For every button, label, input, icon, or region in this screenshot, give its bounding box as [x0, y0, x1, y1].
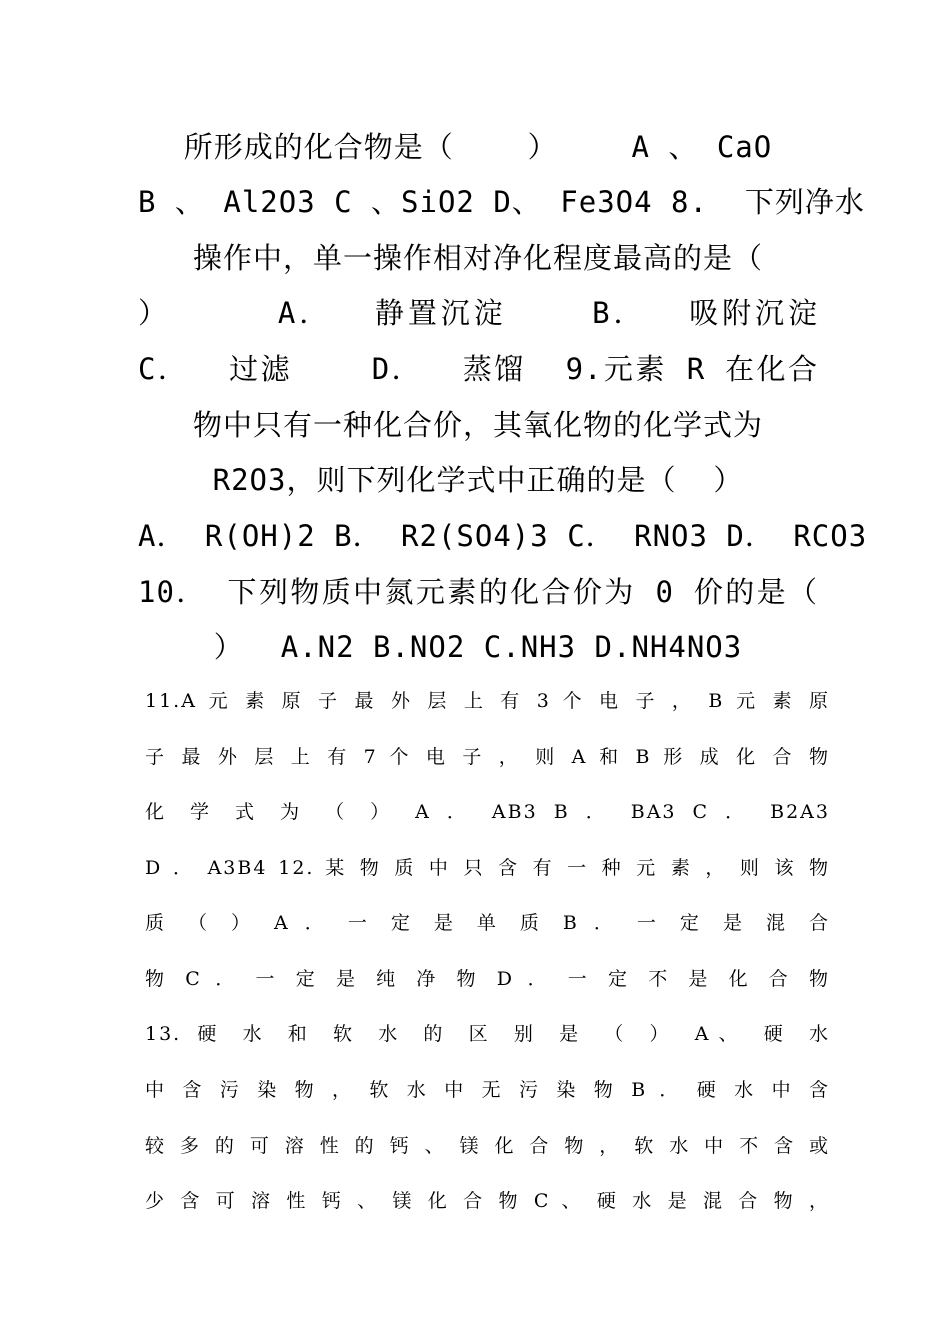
text-line-1: 所形成的化合物是（ ） A 、 CaO	[183, 130, 773, 164]
text-line-8: A． R(OH)2 B． R2(SO4)3 C． RNO3 D． RCO3	[138, 519, 868, 553]
text-line-19: 较 多 的 可 溶 性 的 钙 、 镁 化 合 物 ， 软 水 中 不 含 或	[145, 1135, 830, 1157]
text-line-3: 操作中，单一操作相对净化程度最高的是（	[192, 241, 763, 275]
text-line-6: 物中只有一种化合价，其氧化物的化学式为	[192, 408, 763, 442]
text-line-4: ） A． 静置沉淀 B． 吸附沉淀	[138, 296, 818, 330]
text-line-15: 质 （ ） A ． 一 定 是 单 质 B ． 一 定 是 混 合	[145, 912, 830, 934]
text-line-11: 11.A 元 素 原 子 最 外 层 上 有 3 个 电 子 ， B 元 素 原	[145, 690, 830, 712]
text-line-13: 化 学 式 为 （ ） A ． AB3 B ． BA3 C ． B2A3	[145, 801, 830, 823]
text-line-5: C． 过滤 D． 蒸馏 9.元素 R 在化合	[138, 352, 818, 386]
text-line-20: 少 含 可 溶 性 钙 、 镁 化 合 物 C 、 硬 水 是 混 合 物 ，	[145, 1190, 830, 1212]
text-line-17: 13. 硬 水 和 软 水 的 区 别 是 （ ） A、 硬 水	[145, 1023, 830, 1045]
text-line-14: D ． A3B4 12. 某 物 质 中 只 含 有 一 种 元 素 ， 则 该 物	[145, 857, 830, 879]
text-line-12: 子 最 外 层 上 有 7 个 电 子 ， 则 A 和 B 形 成 化 合 物	[145, 746, 830, 768]
text-line-18: 中 含 污 染 物 ， 软 水 中 无 污 染 物 B ． 硬 水 中 含	[145, 1079, 830, 1101]
text-line-7: R2O3，则下列化学式中正确的是（ ）	[212, 463, 744, 497]
text-line-2: B 、 Al2O3 C 、SiO2 D、 Fe3O4 8. 下列净水	[138, 185, 865, 219]
text-line-16: 物 C ． 一 定 是 纯 净 物 D ． 一 定 不 是 化 合 物	[145, 968, 830, 990]
text-line-9: 10． 下列物质中氮元素的化合价为 0 价的是（	[138, 575, 818, 609]
text-line-10: ） A.N2 B.NO2 C.NH3 D.NH4NO3	[213, 630, 743, 664]
